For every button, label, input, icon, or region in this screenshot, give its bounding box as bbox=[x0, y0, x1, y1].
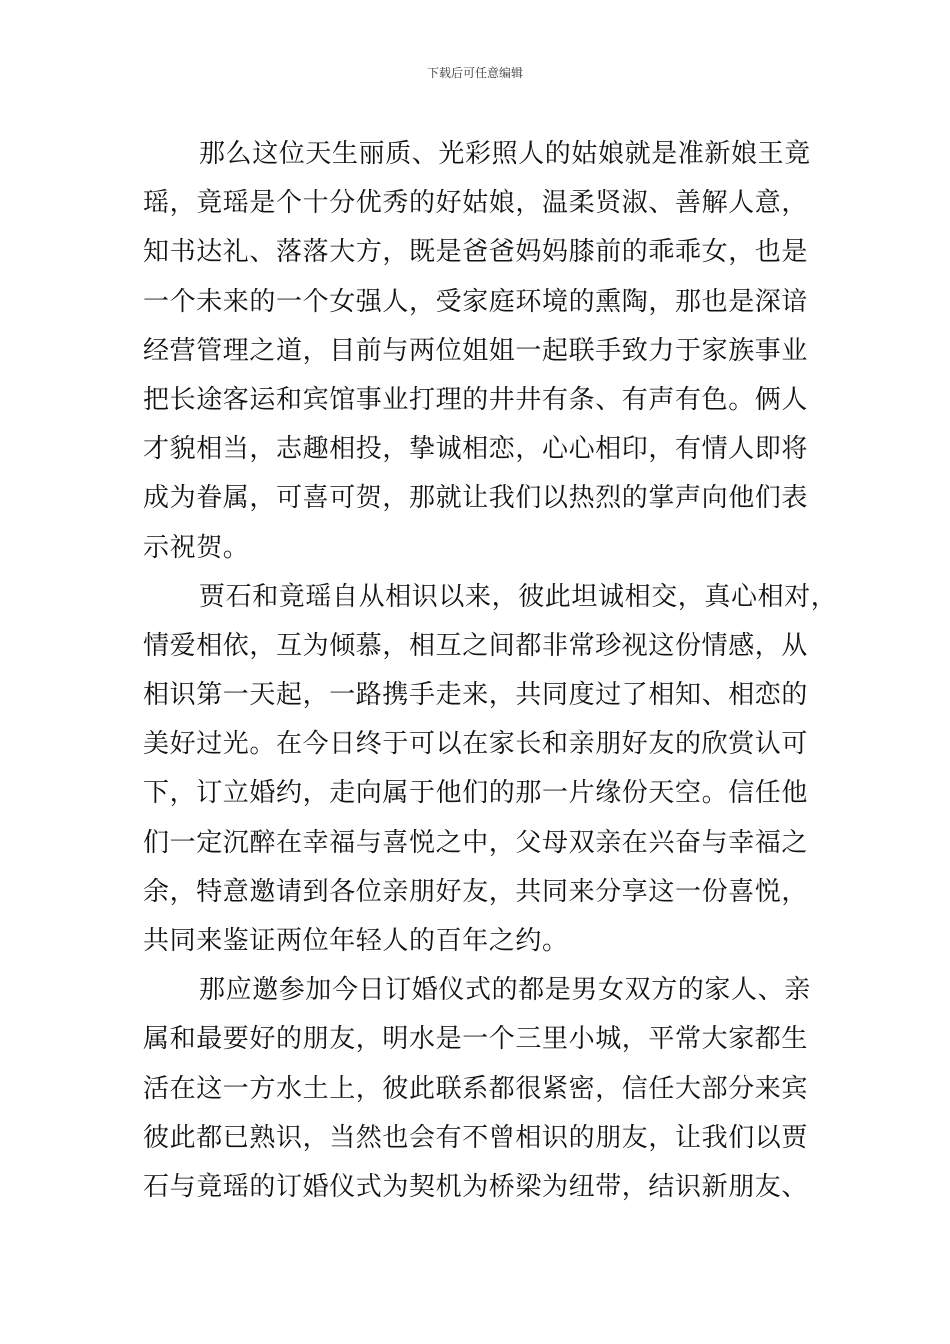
text-line: 把长途客运和宾馆事业打理的井井有条、有声有色。俩人 bbox=[143, 384, 809, 415]
text-line: 石与竟瑶的订婚仪式为契机为桥梁为纽带，结识新朋友、 bbox=[143, 1171, 809, 1202]
text-line: 下，订立婚约，走向属于他们的那一片缘份天空。信任他 bbox=[143, 778, 809, 809]
text-line: 才貌相当，志趣相投，挚诚相恋，心心相印，有情人即将 bbox=[143, 434, 809, 465]
text-line: 示祝贺。 bbox=[143, 532, 250, 563]
text-line: 经营管理之道，目前与两位姐姐一起联手致力于家族事业 bbox=[143, 335, 809, 366]
text-line: 贾石和竟瑶自从相识以来，彼此坦诚相交，真心相对， bbox=[199, 581, 838, 612]
text-line: 瑶，竟瑶是个十分优秀的好姑娘，温柔贤淑、善解人意， bbox=[143, 188, 809, 219]
text-line: 那么这位天生丽质、光彩照人的姑娘就是准新娘王竟 bbox=[199, 139, 811, 169]
paragraph-3 bbox=[143, 966, 818, 1212]
page-header: 下载后可任意编辑 bbox=[426, 66, 523, 80]
text-line: 美好过光。在今日终于可以在家长和亲朋好友的欣赏认可 bbox=[143, 729, 809, 760]
document-body bbox=[143, 130, 838, 1212]
text-line: 活在这一方水土上，彼此联系都很紧密，信任大部分来宾 bbox=[143, 1073, 809, 1104]
text-line: 彼此都已熟识，当然也会有不曾相识的朋友，让我们以贾 bbox=[143, 1122, 809, 1153]
text-line: 相识第一天起，一路携手走来，共同度过了相知、相恋的 bbox=[143, 680, 809, 711]
paragraph-2 bbox=[143, 573, 838, 967]
text-line: 们一定沉醉在幸福与喜悦之中，父母双亲在兴奋与幸福之 bbox=[143, 827, 809, 858]
text-line: 共同来鉴证两位年轻人的百年之约。 bbox=[143, 926, 569, 956]
text-line: 成为眷属，可喜可贺，那就让我们以热烈的掌声向他们表 bbox=[143, 483, 809, 514]
text-line: 余，特意邀请到各位亲朋好友，共同来分享这一份喜悦， bbox=[143, 876, 809, 907]
text-line: 一个未来的一个女强人，受家庭环境的熏陶，那也是深谙 bbox=[143, 286, 809, 317]
text-line: 知书达礼、落落大方，既是爸爸妈妈膝前的乖乖女，也是 bbox=[143, 237, 809, 268]
text-line: 情爱相依，互为倾慕，相互之间都非常珍视这份情感，从 bbox=[143, 630, 809, 661]
text-line: 那应邀参加今日订婚仪式的都是男女双方的家人、亲 bbox=[199, 975, 811, 1006]
text-line: 属和最要好的朋友，明水是一个三里小城，平常大家都生 bbox=[143, 1024, 809, 1055]
paragraph-1 bbox=[143, 130, 818, 573]
